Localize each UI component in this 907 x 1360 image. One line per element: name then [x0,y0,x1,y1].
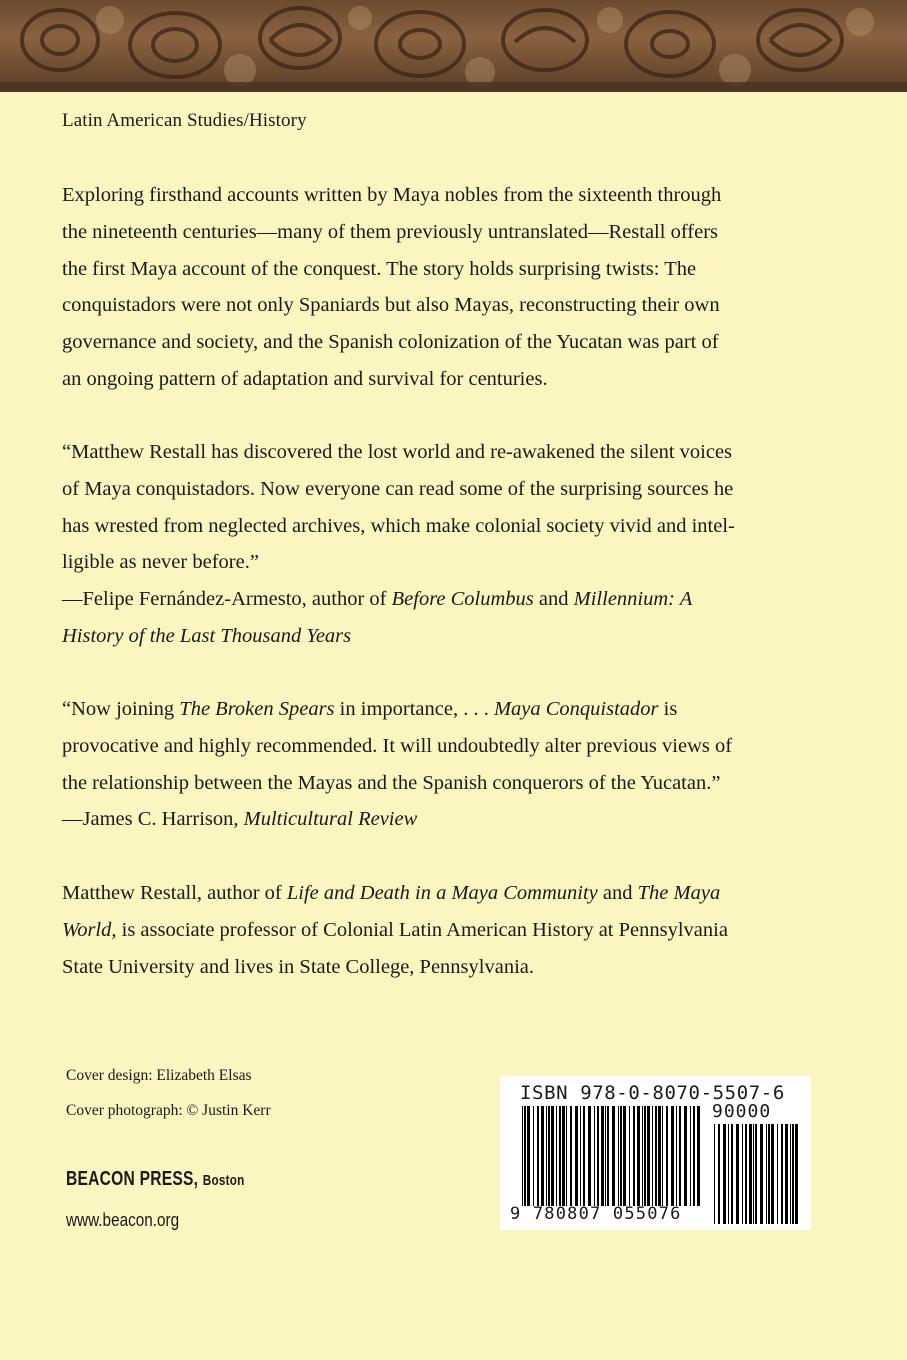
barcode-bar [522,1106,523,1206]
book-title: Millennium: A [573,588,693,611]
book-title: The Maya [637,882,721,904]
barcode-bar [548,1106,550,1206]
barcode-bar [537,1106,539,1206]
barcode-bar [623,1106,626,1206]
barcode-bar [749,1124,752,1224]
barcode-bar [736,1124,739,1224]
barcode-bar [795,1124,798,1224]
barcode-bar [541,1106,544,1206]
publisher-name: BEACON PRESS, Boston [66,1168,245,1190]
maya-glyph-pattern [0,0,907,92]
barcode-bar [551,1106,554,1206]
description-line: an ongoing pattern of adaptation and survival for centuries. [62,367,548,390]
barcode-bar [629,1106,630,1206]
barcode-bar [662,1106,663,1206]
barcode-bar [785,1124,788,1224]
barcode-bar [728,1124,729,1224]
isbn-barcode [500,1076,811,1230]
barcode-bar [652,1106,653,1206]
barcode-bar [658,1106,661,1206]
barcode-bar [588,1106,591,1206]
bio-line: State University and lives in State College, Pennsylvania. [62,955,534,978]
barcode-bar [766,1124,767,1224]
barcode-bar [607,1106,609,1206]
barcode-bar [612,1106,615,1206]
review-attribution: —James C. Harrison, Multicultural Review [62,808,418,831]
cover-design-credit: Cover design: Elizabeth Elsas [66,1067,252,1084]
barcode-bar [723,1124,726,1224]
isbn-label: ISBN 978-0-8070-5507-6 [520,1082,785,1104]
review-attribution: —Felipe Fernández-Armesto, author of Before Columbus and Millennium: A [62,588,693,611]
review-attribution-cont [62,618,812,655]
description-line: the nineteenth centuries—many of them previously untranslated—Restall offers [62,220,719,243]
description-line: governance and society, and the Spanish colonization of the Yucatan was part of [62,331,719,354]
header-photo-banner [0,0,907,92]
barcode-bar [580,1106,581,1206]
barcode-bar [601,1106,604,1206]
barcode-bar [697,1106,700,1206]
barcode-bar [524,1106,526,1206]
barcode-bar [556,1106,557,1206]
review-line: the relationship between the Mayas and the Spanish conquerors of the Yucatan.” [62,771,721,794]
barcode-bar [620,1106,622,1206]
barcode-bar [771,1124,774,1224]
barcode-bar [742,1124,743,1224]
publication-title: Multicultural Review [243,808,418,831]
bio-line: Matthew Restall, author of Life and Death in a Maya Community and The Maya [62,882,721,904]
book-title: The Broken Spears [179,698,335,720]
barcode-bar [583,1106,585,1206]
barcode-bar [718,1124,720,1224]
barcode-bar [605,1106,606,1206]
barcode-bar [559,1106,561,1206]
barcode-bar [679,1106,681,1206]
description-line: Exploring firsthand accounts written by Maya nobles from the sixteenth through [62,184,722,206]
barcode-bar [666,1106,668,1206]
barcode-bar [647,1106,650,1206]
barcode-addon-number: 90000 [712,1101,772,1122]
barcode-bar [597,1106,599,1206]
barcode-bar [777,1124,778,1224]
barcode-bar [671,1106,674,1206]
book-title: Before Columbus [391,588,534,611]
barcode-bar [790,1124,791,1224]
barcode-bar [562,1106,565,1206]
barcode-bar [781,1124,783,1224]
review-line: “Now joining The Broken Spears in importance, . . . Maya Conquistador is [62,698,678,720]
description-line: the first Maya account of the conquest. The story holds surprising twists: The [62,257,697,280]
category-label: Latin American Studies/History [62,110,307,131]
barcode-bar [655,1106,657,1206]
barcode-bar [792,1124,794,1224]
barcode-bar [533,1106,534,1206]
publisher-city: Boston [202,1172,245,1189]
cover-photo-credit: Cover photograph: © Justin Kerr [66,1102,271,1119]
barcode-bar [693,1106,695,1206]
barcode-bar [753,1124,754,1224]
barcode-bar [546,1106,547,1206]
barcode-bar [566,1106,567,1206]
book-title: History of the Last Thousand Years [62,624,352,647]
description-paragraph [62,177,812,398]
barcode-bar [637,1106,640,1206]
book-title: Maya Conquistador [493,698,659,720]
barcode-bar [768,1124,770,1224]
barcode-bar [594,1106,595,1206]
review-line: of Maya conquistadors. Now everyone can read some of the surprising sources he [62,477,734,500]
barcode-bar [676,1106,677,1206]
barcode-bar [690,1106,691,1206]
review-line: ligible as never before.” [62,551,259,574]
barcode-bar [714,1124,715,1224]
book-title: Life and Death in a Maya Community [286,882,598,904]
barcode-bar [755,1124,757,1224]
review-line: has wrested from neglected archives, which make colonial society vivid and intel- [62,514,735,537]
barcode-bar [527,1106,530,1206]
barcode-bar [644,1106,646,1206]
barcode-bar [760,1124,763,1224]
bio-line: World, is associate professor of Colonial Latin American History at Pennsylvania [62,918,728,941]
author-bio [62,875,812,985]
book-title: World, [62,918,117,941]
barcode-bar [618,1106,619,1206]
barcode-bar [731,1124,733,1224]
barcode-bar [684,1106,687,1206]
publisher-website[interactable]: www.beacon.org [66,1210,180,1230]
review-line: “Matthew Restall has discovered the lost world and re-awakened the silent voices [62,441,733,463]
barcode-bar [570,1106,572,1206]
barcode-ean-number: 9 780807 055076 [510,1204,682,1224]
description-line: conquistadors were not only Spaniards but also Mayas, reconstructing their own [62,294,720,317]
review-quote-1 [62,434,812,655]
barcode-bar [575,1106,578,1206]
review-line: provocative and highly recommended. It will undoubtedly alter previous views of [62,734,733,757]
barcode-bar [633,1106,635,1206]
barcode-bar [745,1124,747,1224]
review-quote-2 [62,691,812,838]
barcode-bar [642,1106,643,1206]
